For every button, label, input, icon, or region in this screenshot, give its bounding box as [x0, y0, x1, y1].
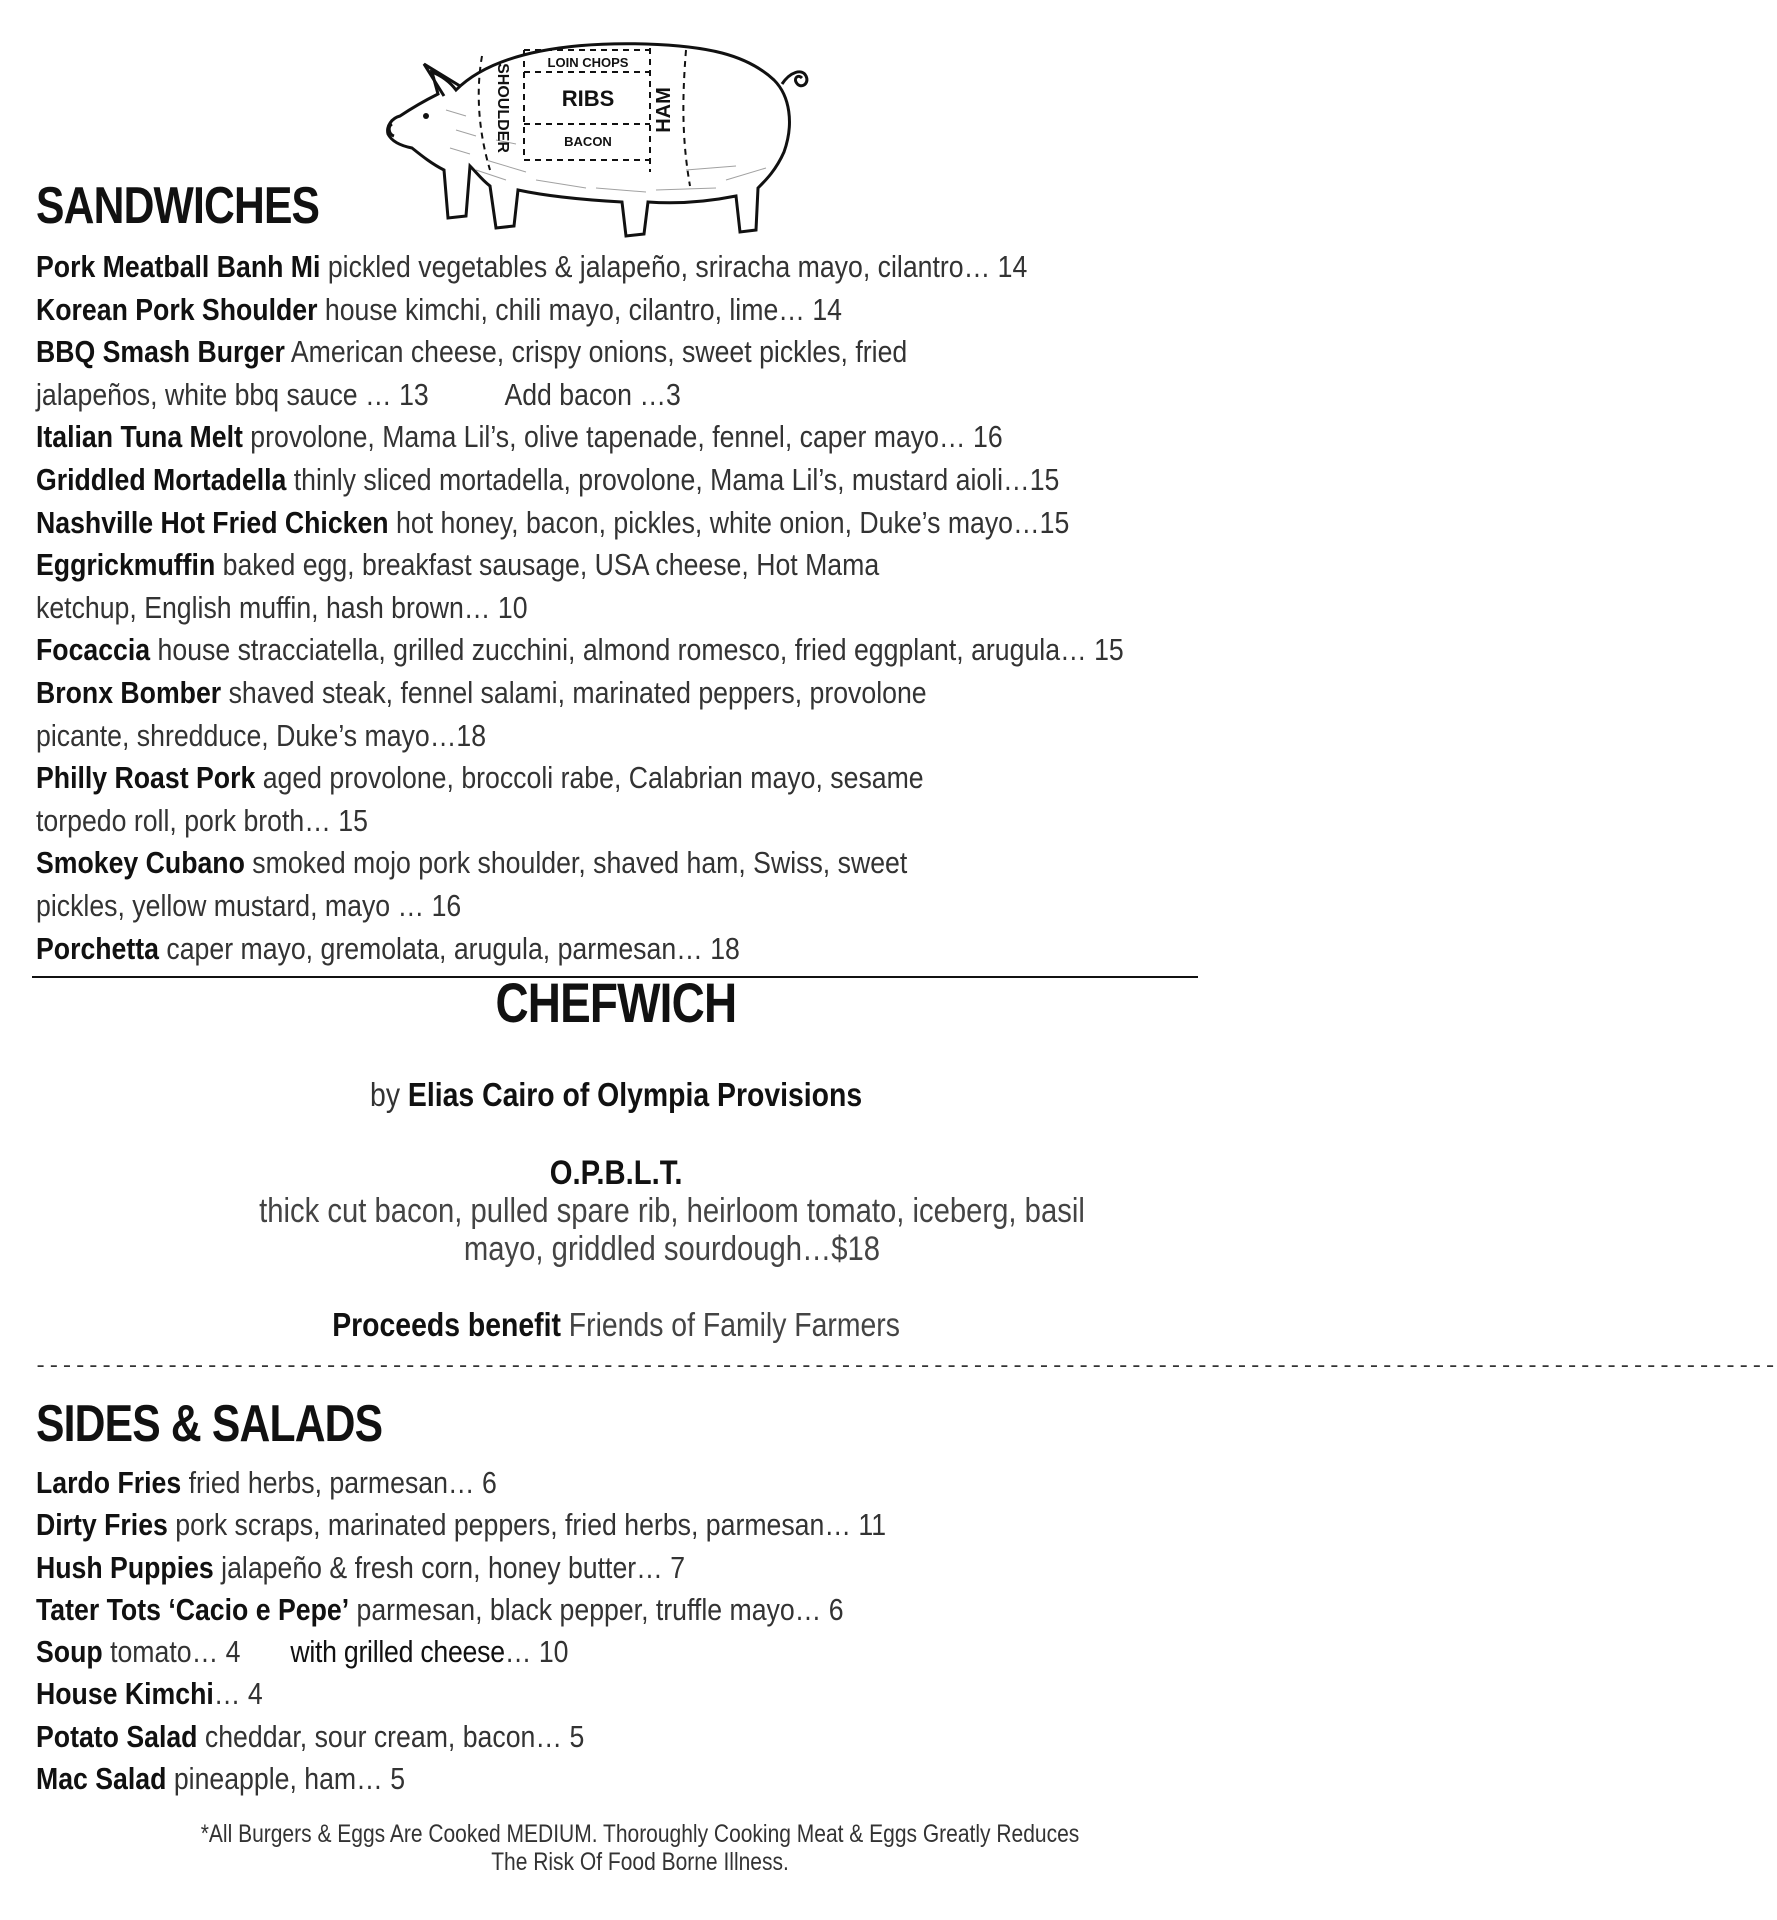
item-name: Eggrickmuffin [36, 547, 216, 583]
sides-list [36, 1462, 1196, 1800]
chefwich-byline: by Elias Cairo of Olympia Provisions [369, 1076, 863, 1113]
list-item [36, 1673, 1197, 1715]
item-desc: baked egg, breakfast sausage, USA cheese, Hot Mama ketchup, English muffin, hash brown… 10 [36, 547, 880, 625]
item-desc: fried herbs, parmesan… 6 [188, 1465, 497, 1500]
item-desc: pickled vegetables & jalapeño, sriracha mayo, cilantro… 14 [327, 249, 1028, 284]
item-name: Pork Meatball Banh Mi [36, 249, 321, 284]
chefwich-dish-desc: thick cut bacon, pulled spare rib, heirloom tomato, iceberg, basil mayo, griddled sourdough…$18 [259, 1192, 1085, 1268]
item-addon: Add bacon …3 [504, 376, 681, 412]
list-item [36, 1716, 1197, 1758]
list-item [36, 1462, 1197, 1504]
item-name: House Kimchi [36, 1676, 214, 1712]
item-name: Potato Salad [36, 1718, 198, 1754]
dashed-divider: ------------------------------------------------------------------------------------------------------------------------------------ [34, 1354, 1777, 1379]
item-desc: jalapeño & fresh corn, honey butter… 7 [221, 1549, 686, 1585]
list-item [36, 1547, 1197, 1589]
chefwich-benefit: Proceeds benefit Friends of Family Farmers [332, 1306, 900, 1343]
list-item [36, 1631, 1197, 1673]
item-name: Porchetta [36, 930, 159, 966]
item-desc: … 4 [213, 1676, 263, 1712]
item-desc: parmesan, black pepper, truffle mayo… 6 [356, 1591, 844, 1627]
item-name: Hush Puppies [36, 1549, 214, 1585]
item-name: Focaccia [36, 632, 151, 668]
item-name: Italian Tuna Melt [36, 419, 243, 455]
cut-label-ham: HAM [653, 87, 675, 133]
benefit-org: Friends of Family Farmers [568, 1306, 900, 1343]
item-name: Dirty Fries [36, 1507, 168, 1543]
list-item [36, 502, 1197, 545]
item-name: BBQ Smash Burger [36, 334, 285, 370]
list-item [36, 842, 948, 927]
list-item [36, 1589, 1197, 1631]
list-item [36, 672, 948, 757]
sandwich-list [36, 246, 1196, 970]
list-item [36, 544, 948, 629]
item-desc: aged provolone, broccoli rabe, Calabrian mayo, sesame torpedo roll, pork broth… 15 [36, 760, 924, 838]
item-desc: shaved steak, fennel salami, marinated peppers, provolone picante, shredduce, Duke’s mayo…18 [36, 674, 927, 753]
cut-label-ribs: RIBS [561, 86, 615, 111]
item-name: Philly Roast Pork [36, 760, 256, 796]
item-name: Soup [36, 1634, 103, 1670]
item-desc: American cheese, crispy onions, sweet pickles, fried jalapeños, white bbq sauce … 13 [36, 334, 908, 412]
item-desc: hot honey, bacon, pickles, white onion, Duke’s mayo…15 [396, 504, 1070, 540]
item-desc: pineapple, ham… 5 [173, 1761, 406, 1797]
pig-cuts-illustration [386, 20, 814, 252]
list-item [36, 331, 948, 416]
item-desc: caper mayo, gremolata, arugula, parmesan… 18 [166, 930, 740, 966]
item-desc: tomato… 4 [110, 1634, 241, 1670]
item-name: Tater Tots ‘Cacio e Pepe’ [36, 1591, 350, 1627]
sides-salads-heading: SIDES & SALADS [36, 1395, 383, 1453]
item-desc: provolone, Mama Lil’s, olive tapenade, fennel, caper mayo… 16 [250, 419, 1003, 455]
item-name: Smokey Cubano [36, 845, 245, 881]
item-name: Griddled Mortadella [36, 461, 287, 497]
item-name: Bronx Bomber [36, 674, 222, 710]
chefwich-dish-name: O.P.B.L.T. [549, 1154, 683, 1192]
chefwich-heading: CHEFWICH [495, 971, 737, 1034]
cut-label-loin-chops: LOIN CHOPS [547, 55, 629, 70]
item-desc: thinly sliced mortadella, provolone, Mama Lil’s, mustard aioli…15 [293, 461, 1060, 497]
chef-name: Elias Cairo of Olympia Provisions [407, 1076, 863, 1113]
item-name: Korean Pork Shoulder [36, 291, 318, 327]
cut-label-bacon: BACON [564, 134, 612, 149]
item-desc: house kimchi, chili mayo, cilantro, lime… 14 [324, 291, 842, 327]
list-item [36, 629, 1197, 672]
list-item [36, 459, 1197, 502]
food-safety-footnote: *All Burgers & Eggs Are Cooked MEDIUM. Thoroughly Cooking Meat & Eggs Greatly Reduces The Risk Of Food Borne Illness. [200, 1820, 1080, 1876]
list-item [36, 416, 1197, 459]
item-addon-price: … 10 [504, 1634, 569, 1670]
item-desc: cheddar, sour cream, bacon… 5 [204, 1718, 585, 1754]
item-name: Mac Salad [36, 1761, 167, 1797]
list-item [36, 757, 973, 842]
item-addon: with grilled cheese [290, 1634, 505, 1670]
item-name: Nashville Hot Fried Chicken [36, 504, 389, 540]
item-desc: pork scraps, marinated peppers, fried herbs, parmesan… 11 [175, 1507, 887, 1543]
list-item [36, 289, 1197, 332]
item-desc: house stracciatella, grilled zucchini, almond romesco, fried eggplant, arugula… 15 [157, 632, 1124, 668]
list-item [36, 1504, 1197, 1546]
list-item [36, 1758, 1197, 1800]
item-desc: smoked mojo pork shoulder, shaved ham, Swiss, sweet pickles, yellow mustard, mayo … 16 [36, 845, 908, 923]
sandwiches-heading: SANDWICHES [36, 177, 320, 235]
list-item [36, 246, 1197, 289]
item-name: Lardo Fries [36, 1465, 182, 1500]
cut-label-shoulder: SHOULDER [494, 63, 511, 153]
list-item [36, 928, 1197, 971]
